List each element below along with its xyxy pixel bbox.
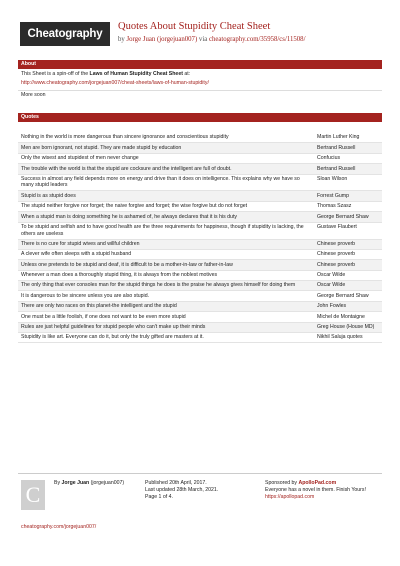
quote-text: The stupid neither forgive nor forget; the naive forgive and forget; the wise forgive but do not forget [21,203,248,210]
quote-text: A clever wife often sleeps with a stupid husband [21,251,132,258]
quote-text: Success in almost any field depends more on energy and drive than it does on intelligence. This explains why we have so many stupid leaders [21,175,300,189]
quote-author: Michel de Montaigne [317,313,365,320]
quote-text: The trouble with the world is that the stupid are cocksure and the intelligent are full of doubt. [21,165,232,172]
quote-row [18,164,382,174]
quote-row [18,333,382,343]
about-text-suffix: at: [182,71,191,77]
cheatography-logo[interactable]: Cheatography [20,22,110,46]
quote-author: Confucius [317,155,341,162]
about-text-prefix: This Sheet is a spin-off of the [21,71,90,77]
quote-text: There are only two races on this planet-the intelligent and the stupid [21,303,177,310]
quote-author: George Bernard Shaw [317,213,369,220]
quotes-table [18,133,382,343]
quote-author: Greg House (House MD) [317,323,375,330]
quote-author: Thomas Szasz [317,203,352,210]
quote-row [18,302,382,312]
byline-url-link[interactable]: cheatography.com/35958/cs/11508/ [208,36,306,43]
quote-text: Rules are just helpful guidelines for stupid people who can't make up their minds [21,323,206,330]
footer-updated: Last updated 28th March, 2021. [145,487,219,494]
quote-author: Sloan Wilson [317,175,348,182]
byline-via: via [197,36,209,43]
quote-row [18,133,382,143]
quote-text: To be stupid and selfish and to have good health are the three requirements for happiness, though if stupidity is lacking, the others are useless [21,223,304,237]
quote-text: Unless one pretends to be stupid and deaf, it is difficult to be a mother-in-law or father-in-law [21,261,233,268]
quote-row [18,143,382,153]
about-link[interactable]: http://www.cheatography.com/jorgejuan007/cheat-sheets/laws-of-human-stupidity/ [21,80,209,86]
quote-row [18,323,382,333]
quote-text: Whenever a man does a thoroughly stupid thing, it is always from the noblest motives [21,272,218,279]
footer-by-prefix: By [54,480,62,486]
about-text [18,70,382,79]
quote-row [18,312,382,322]
footer-author-handle: (jorgejuan007) [89,480,125,486]
quote-author: Chinese proverb [317,240,356,247]
quote-author: Nikhil Saluja quotes [317,334,363,341]
quote-row [18,250,382,260]
about-section [18,70,382,100]
page-title: Quotes About Stupidity Cheat Sheet [118,21,271,32]
quote-row [18,260,382,270]
byline-prefix: by [118,36,127,43]
quote-row [18,212,382,222]
footer-sponsor-text: Everyone has a novel in them. Finish Yours! [265,487,366,494]
footer-profile-link[interactable]: cheatography.com/jorgejuan007/ [21,524,97,530]
quote-text: The only thing that ever consoles man for the stupid things he does is the praise he always gives himself for doing them [21,282,296,289]
quotes-heading: Quotes [18,113,382,122]
quote-text: One must be a little foolish, if one does not want to be even more stupid [21,313,186,320]
quote-row [18,240,382,250]
footer-page: Page 1 of 4. [145,494,173,501]
quote-author: Forrest Gump [317,192,349,199]
quote-author: John Fowles [317,303,347,310]
quote-row [18,291,382,301]
footer-published: Published 20th April, 2017. [145,480,207,486]
quote-text: It is dangerous to be sincere unless you are also stupid. [21,292,150,299]
quote-author: Chinese proverb [317,251,356,258]
quote-row [18,202,382,212]
quote-row [18,191,382,201]
quote-row [18,175,382,192]
footer-author-name[interactable]: Jorge Juan [61,480,90,486]
avatar: C [21,480,45,510]
quote-author: Gustave Flaubert [317,223,357,230]
quote-row [18,271,382,281]
quote-text: When a stupid man is doing something he is ashamed of, he always declares that it is his duty [21,213,237,220]
about-heading: About [18,60,382,69]
about-text-bold: Laws of Human Stupidity Cheat Sheet [89,71,183,77]
quote-text: Stupid is as stupid does [21,192,76,199]
quote-author: Oscar Wilde [317,272,346,279]
quote-row [18,154,382,164]
quote-author: George Bernard Shaw [317,292,369,299]
quote-author: Martin Luther King [317,134,360,141]
quote-author: Bertrand Russell [317,165,356,172]
footer-sponsor-prefix: Sponsored by [265,480,299,486]
footer-sponsor-name[interactable]: ApolloPad.com [298,480,337,486]
quote-text: Men are born ignorant, not stupid. They are made stupid by education [21,144,182,151]
quote-author: Chinese proverb [317,261,356,268]
byline-author-link[interactable]: Jorge Juan (jorgejuan007) [126,36,198,43]
quote-text: Nothing in the world is more dangerous than sincere ignorance and conscientious stupidity [21,134,229,141]
quote-row [18,281,382,291]
quote-text: Stupidity is like art. Everyone can do it, but only the truly gifted are masters at it. [21,334,204,341]
footer-publication-info [145,480,218,502]
header [0,0,400,54]
about-more: More soon [21,92,46,98]
footer [18,473,382,533]
quote-text: There is no cure for stupid wives and willful children [21,240,140,247]
quote-text: Only the wisest and stupidest of men never change [21,155,139,162]
byline [118,36,305,43]
quote-author: Oscar Wilde [317,282,346,289]
quote-row [18,223,382,240]
footer-sponsor [265,480,375,502]
footer-author [54,480,124,487]
quote-author: Bertrand Russell [317,144,356,151]
footer-sponsor-url[interactable]: https://apollopad.com [265,494,315,501]
